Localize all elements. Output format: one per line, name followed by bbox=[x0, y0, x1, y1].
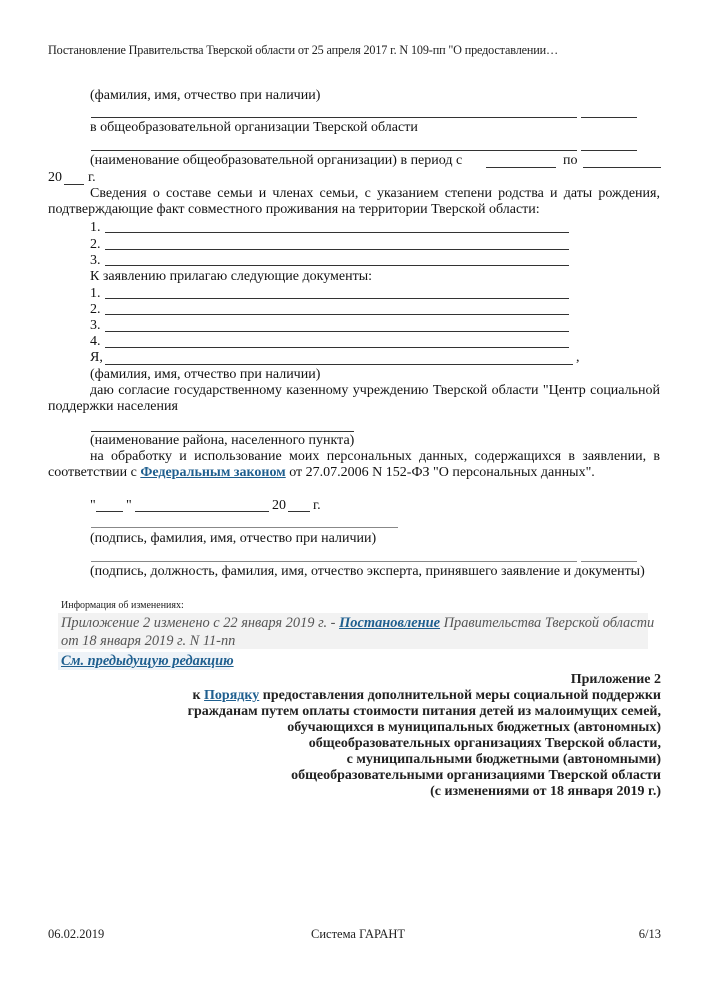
processing-text-2: от 27.07.2006 N 152-ФЗ "О персональных данных". bbox=[289, 465, 595, 480]
family-member-field[interactable] bbox=[105, 249, 569, 250]
district-field[interactable] bbox=[91, 431, 354, 432]
processing-text-1: на обработку и использование моих персональных данных, содержащихся в заявлении, в соответствии с bbox=[48, 449, 660, 480]
document-num: 2. bbox=[90, 302, 101, 317]
family-member-field[interactable] bbox=[105, 232, 569, 233]
expert-signature-field-short[interactable] bbox=[581, 561, 637, 562]
blank-line-short[interactable] bbox=[581, 117, 637, 118]
school-region-text: в общеобразовательной организации Тверской области bbox=[90, 120, 418, 135]
document-num: 3. bbox=[90, 318, 101, 333]
appendix-line4: общеобразовательных организациях Тверской области, bbox=[308, 736, 661, 751]
blank-line[interactable] bbox=[91, 117, 577, 118]
appendix-line6: общеобразовательными организациями Тверской области bbox=[291, 768, 661, 783]
date-quote-close: " bbox=[126, 498, 132, 513]
date-year-field[interactable] bbox=[288, 511, 310, 512]
documents-heading: К заявлению прилагаю следующие документы: bbox=[90, 269, 373, 284]
date-day-field[interactable] bbox=[96, 511, 123, 512]
family-member-num: 2. bbox=[90, 237, 101, 252]
family-info-paragraph bbox=[48, 186, 660, 218]
document-field[interactable] bbox=[105, 314, 569, 315]
fio-caption: (фамилия, имя, отчество при наличии) bbox=[90, 88, 321, 103]
i-comma: , bbox=[576, 350, 580, 365]
change-info-label: Информация об изменениях: bbox=[61, 600, 184, 611]
family-info-text: Сведения о составе семьи и членах семьи, с указанием степени родства и даты рождения, подтверждающие факт совместного проживания на территории Тверской области: bbox=[48, 186, 660, 217]
document-field[interactable] bbox=[105, 347, 569, 348]
family-member-num: 1. bbox=[90, 220, 101, 235]
appendix-line3: обучающихся в муниципальных бюджетных (автономных) bbox=[287, 720, 661, 735]
federal-law-link[interactable]: Федеральным законом bbox=[140, 465, 286, 480]
signature-caption: (подпись, фамилия, имя, отчество при наличии) bbox=[90, 531, 377, 546]
appendix-line5: с муниципальными бюджетными (автономными) bbox=[346, 752, 661, 767]
consent-paragraph bbox=[48, 383, 660, 415]
date-month-field[interactable] bbox=[135, 511, 269, 512]
family-member-num: 3. bbox=[90, 253, 101, 268]
footer-date: 06.02.2019 bbox=[48, 927, 105, 941]
i-label: Я, bbox=[90, 350, 103, 365]
blank-line-short[interactable] bbox=[581, 150, 637, 151]
district-caption: (наименование района, населенного пункта) bbox=[90, 433, 355, 448]
resolution-link[interactable]: Постановление bbox=[339, 615, 441, 631]
change-info-line1 bbox=[61, 614, 654, 632]
year-prefix: 20 bbox=[48, 170, 62, 185]
footer-page-number: 6/13 bbox=[638, 927, 661, 941]
date-quote-open: " bbox=[90, 498, 96, 513]
document-field[interactable] bbox=[105, 331, 569, 332]
previous-edition-wrapper bbox=[61, 652, 234, 670]
document-field[interactable] bbox=[105, 298, 569, 299]
date-suffix: г. bbox=[313, 498, 321, 513]
footer-system: Система ГАРАНТ bbox=[311, 927, 406, 941]
appendix-line7: (с изменениями от 18 января 2019 г.) bbox=[430, 784, 661, 799]
order-link[interactable]: Порядку bbox=[204, 688, 260, 703]
change-info-text: Приложение 2 изменено с 22 января 2019 г. - bbox=[61, 615, 336, 631]
document-num: 1. bbox=[90, 286, 101, 301]
blank-line[interactable] bbox=[91, 150, 577, 151]
appendix-prefix: к bbox=[192, 688, 201, 703]
expert-signature-field[interactable] bbox=[91, 561, 577, 562]
processing-paragraph bbox=[48, 449, 660, 481]
period-to-label: по bbox=[563, 153, 578, 168]
signature-field[interactable] bbox=[91, 527, 398, 528]
previous-edition-link[interactable]: См. предыдущую редакцию bbox=[61, 653, 234, 669]
year-field[interactable] bbox=[64, 184, 84, 185]
period-from-field[interactable] bbox=[486, 167, 556, 168]
change-info-text-after: Правительства Тверской области bbox=[443, 615, 655, 631]
running-header: Постановление Правительства Тверской области от 25 апреля 2017 г. N 109-пп "О предоставлении… bbox=[48, 43, 559, 57]
consent-text: даю согласие государственному казенному учреждению Тверской области "Центр социальной поддержки населения bbox=[48, 383, 660, 414]
appendix-line1 bbox=[192, 688, 661, 704]
appendix-title: Приложение 2 bbox=[570, 672, 661, 687]
fio-caption-2: (фамилия, имя, отчество при наличии) bbox=[90, 367, 321, 382]
school-name-caption: (наименование общеобразовательной организации) в период с bbox=[90, 153, 463, 168]
appendix-line1-rest: предоставления дополнительной меры социальной поддержки bbox=[262, 688, 661, 703]
appendix-line2: гражданам путем оплаты стоимости питания детей из малоимущих семей, bbox=[187, 704, 661, 719]
change-info-line2: от 18 января 2019 г. N 11-пп bbox=[61, 633, 236, 649]
family-member-field[interactable] bbox=[105, 265, 569, 266]
date-year-prefix: 20 bbox=[272, 498, 286, 513]
year-suffix: г. bbox=[88, 170, 96, 185]
expert-caption: (подпись, должность, фамилия, имя, отчество эксперта, принявшего заявление и документы) bbox=[90, 564, 645, 579]
document-num: 4. bbox=[90, 334, 101, 349]
period-to-field[interactable] bbox=[583, 167, 661, 168]
applicant-name-field[interactable] bbox=[105, 364, 573, 365]
